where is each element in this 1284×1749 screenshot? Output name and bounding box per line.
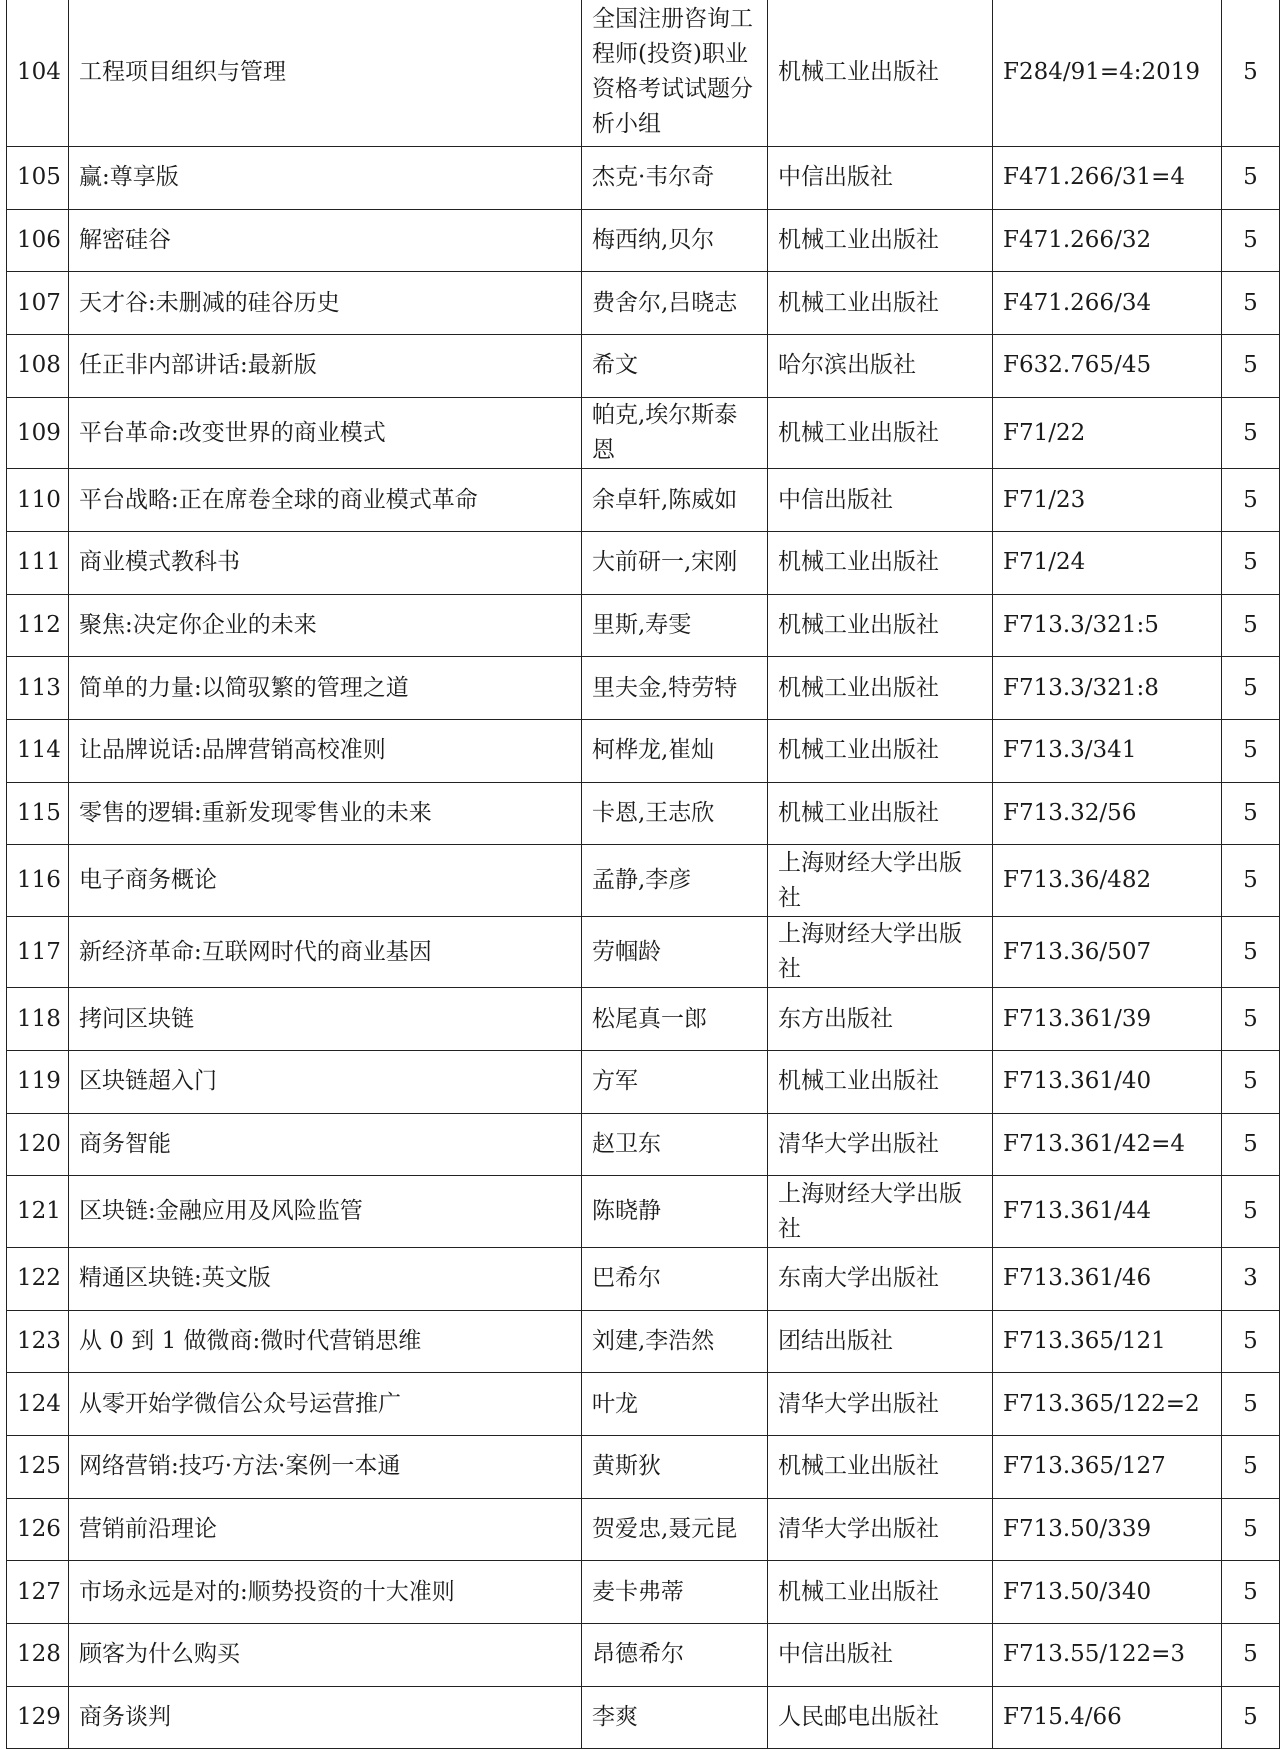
row-number: 111 [7, 531, 69, 594]
table-row [7, 1498, 1280, 1561]
copies-count: 5 [1222, 594, 1280, 657]
table-row [7, 147, 1280, 210]
copies-count: 5 [1222, 1561, 1280, 1624]
book-publisher: 机械工业出版社 [768, 1436, 993, 1499]
table-row [7, 272, 1280, 335]
book-publisher: 上海财经大学出版社 [768, 1176, 993, 1248]
row-number: 127 [7, 1561, 69, 1624]
row-number: 119 [7, 1051, 69, 1114]
copies-count: 5 [1222, 335, 1280, 398]
book-title: 工程项目组织与管理 [69, 0, 582, 147]
book-title: 解密硅谷 [69, 209, 582, 272]
call-number: F713.36/507 [993, 916, 1222, 988]
copies-count: 5 [1222, 916, 1280, 988]
book-publisher: 机械工业出版社 [768, 531, 993, 594]
book-publisher: 机械工业出版社 [768, 594, 993, 657]
table-row [7, 1113, 1280, 1176]
copies-count: 5 [1222, 209, 1280, 272]
call-number: F71/22 [993, 397, 1222, 469]
book-author: 希文 [582, 335, 768, 398]
book-author: 方军 [582, 1051, 768, 1114]
book-author: 柯桦龙,崔灿 [582, 720, 768, 783]
book-publisher: 机械工业出版社 [768, 782, 993, 845]
book-title: 顾客为什么购买 [69, 1624, 582, 1687]
book-publisher: 机械工业出版社 [768, 657, 993, 720]
call-number: F713.361/40 [993, 1051, 1222, 1114]
call-number: F471.266/34 [993, 272, 1222, 335]
copies-count: 5 [1222, 531, 1280, 594]
book-publisher: 清华大学出版社 [768, 1113, 993, 1176]
call-number: F713.3/321:5 [993, 594, 1222, 657]
table-row [7, 335, 1280, 398]
copies-count: 5 [1222, 1436, 1280, 1499]
call-number: F713.361/46 [993, 1247, 1222, 1310]
book-publisher: 机械工业出版社 [768, 720, 993, 783]
call-number: F713.3/341 [993, 720, 1222, 783]
table-row [7, 1247, 1280, 1310]
row-number: 125 [7, 1436, 69, 1499]
table-row [7, 1561, 1280, 1624]
book-author: 费舍尔,吕晓志 [582, 272, 768, 335]
book-author: 巴希尔 [582, 1247, 768, 1310]
book-publisher: 中信出版社 [768, 147, 993, 210]
book-title: 任正非内部讲话:最新版 [69, 335, 582, 398]
row-number: 114 [7, 720, 69, 783]
copies-count: 5 [1222, 782, 1280, 845]
table-row [7, 720, 1280, 783]
book-author: 卡恩,王志欣 [582, 782, 768, 845]
book-title: 商务谈判 [69, 1686, 582, 1748]
row-number: 129 [7, 1686, 69, 1748]
book-author: 昂德希尔 [582, 1624, 768, 1687]
book-title: 零售的逻辑:重新发现零售业的未来 [69, 782, 582, 845]
row-number: 108 [7, 335, 69, 398]
table-row [7, 1436, 1280, 1499]
copies-count: 5 [1222, 1310, 1280, 1373]
copies-count: 5 [1222, 720, 1280, 783]
table-row [7, 469, 1280, 532]
copies-count: 5 [1222, 0, 1280, 147]
book-publisher: 东方出版社 [768, 988, 993, 1051]
table-row [7, 1624, 1280, 1687]
copies-count: 5 [1222, 272, 1280, 335]
table-row [7, 531, 1280, 594]
book-publisher: 中信出版社 [768, 1624, 993, 1687]
row-number: 117 [7, 916, 69, 988]
copies-count: 5 [1222, 1624, 1280, 1687]
row-number: 120 [7, 1113, 69, 1176]
book-author: 黄斯狄 [582, 1436, 768, 1499]
book-publisher: 团结出版社 [768, 1310, 993, 1373]
table-row [7, 1051, 1280, 1114]
call-number: F713.36/482 [993, 845, 1222, 917]
copies-count: 5 [1222, 147, 1280, 210]
table-row [7, 782, 1280, 845]
book-author: 孟静,李彦 [582, 845, 768, 917]
book-title: 电子商务概论 [69, 845, 582, 917]
copies-count: 5 [1222, 988, 1280, 1051]
copies-count: 5 [1222, 1686, 1280, 1748]
book-title: 聚焦:决定你企业的未来 [69, 594, 582, 657]
table-row [7, 397, 1280, 469]
book-publisher: 上海财经大学出版社 [768, 845, 993, 917]
book-author: 梅西纳,贝尔 [582, 209, 768, 272]
book-publisher: 机械工业出版社 [768, 397, 993, 469]
book-author: 里斯,寿雯 [582, 594, 768, 657]
book-publisher: 机械工业出版社 [768, 1561, 993, 1624]
copies-count: 5 [1222, 657, 1280, 720]
row-number: 116 [7, 845, 69, 917]
call-number: F713.365/127 [993, 1436, 1222, 1499]
copies-count: 5 [1222, 1373, 1280, 1436]
row-number: 124 [7, 1373, 69, 1436]
row-number: 107 [7, 272, 69, 335]
row-number: 106 [7, 209, 69, 272]
table-body [7, 0, 1280, 1748]
book-title: 从 0 到 1 做微商:微时代营销思维 [69, 1310, 582, 1373]
call-number: F284/91=4:2019 [993, 0, 1222, 147]
book-author: 赵卫东 [582, 1113, 768, 1176]
row-number: 126 [7, 1498, 69, 1561]
call-number: F713.361/39 [993, 988, 1222, 1051]
row-number: 113 [7, 657, 69, 720]
row-number: 109 [7, 397, 69, 469]
table-row [7, 209, 1280, 272]
row-number: 118 [7, 988, 69, 1051]
call-number: F713.365/121 [993, 1310, 1222, 1373]
book-author: 帕克,埃尔斯泰恩 [582, 397, 768, 469]
table-row [7, 1176, 1280, 1248]
table-row [7, 988, 1280, 1051]
call-number: F71/23 [993, 469, 1222, 532]
copies-count: 5 [1222, 469, 1280, 532]
book-publisher: 上海财经大学出版社 [768, 916, 993, 988]
book-author: 大前研一,宋刚 [582, 531, 768, 594]
book-title: 赢:尊享版 [69, 147, 582, 210]
book-title: 让品牌说话:品牌营销高校准则 [69, 720, 582, 783]
book-author: 余卓轩,陈威如 [582, 469, 768, 532]
book-publisher: 人民邮电出版社 [768, 1686, 993, 1748]
book-title: 简单的力量:以简驭繁的管理之道 [69, 657, 582, 720]
copies-count: 5 [1222, 1113, 1280, 1176]
row-number: 122 [7, 1247, 69, 1310]
table-row [7, 657, 1280, 720]
call-number: F713.50/340 [993, 1561, 1222, 1624]
book-author: 陈晓静 [582, 1176, 768, 1248]
call-number: F713.50/339 [993, 1498, 1222, 1561]
book-publisher: 机械工业出版社 [768, 1051, 993, 1114]
book-publisher: 清华大学出版社 [768, 1373, 993, 1436]
book-title: 网络营销:技巧·方法·案例一本通 [69, 1436, 582, 1499]
book-title: 商业模式教科书 [69, 531, 582, 594]
table-row [7, 594, 1280, 657]
book-author: 刘建,李浩然 [582, 1310, 768, 1373]
book-author: 全国注册咨询工程师(投资)职业资格考试试题分析小组 [582, 0, 768, 147]
book-publisher: 清华大学出版社 [768, 1498, 993, 1561]
row-number: 110 [7, 469, 69, 532]
book-title: 天才谷:未删减的硅谷历史 [69, 272, 582, 335]
call-number: F713.32/56 [993, 782, 1222, 845]
copies-count: 5 [1222, 1051, 1280, 1114]
row-number: 123 [7, 1310, 69, 1373]
copies-count: 5 [1222, 1498, 1280, 1561]
book-author: 松尾真一郎 [582, 988, 768, 1051]
book-title: 区块链:金融应用及风险监管 [69, 1176, 582, 1248]
copies-count: 5 [1222, 845, 1280, 917]
book-title: 市场永远是对的:顺势投资的十大准则 [69, 1561, 582, 1624]
book-title: 拷问区块链 [69, 988, 582, 1051]
book-publisher: 机械工业出版社 [768, 272, 993, 335]
book-publisher: 哈尔滨出版社 [768, 335, 993, 398]
book-author: 杰克·韦尔奇 [582, 147, 768, 210]
book-title: 区块链超入门 [69, 1051, 582, 1114]
call-number: F713.361/42=4 [993, 1113, 1222, 1176]
book-author: 麦卡弗蒂 [582, 1561, 768, 1624]
table-row [7, 1373, 1280, 1436]
book-title: 商务智能 [69, 1113, 582, 1176]
book-title: 营销前沿理论 [69, 1498, 582, 1561]
table-row [7, 1686, 1280, 1748]
copies-count: 5 [1222, 397, 1280, 469]
book-title: 平台革命:改变世界的商业模式 [69, 397, 582, 469]
call-number: F632.765/45 [993, 335, 1222, 398]
book-author: 叶龙 [582, 1373, 768, 1436]
table-row [7, 0, 1280, 147]
book-title: 从零开始学微信公众号运营推广 [69, 1373, 582, 1436]
copies-count: 5 [1222, 1176, 1280, 1248]
table-row [7, 1310, 1280, 1373]
call-number: F71/24 [993, 531, 1222, 594]
book-publisher: 机械工业出版社 [768, 0, 993, 147]
row-number: 128 [7, 1624, 69, 1687]
call-number: F713.55/122=3 [993, 1624, 1222, 1687]
call-number: F713.3/321:8 [993, 657, 1222, 720]
row-number: 105 [7, 147, 69, 210]
book-author: 李爽 [582, 1686, 768, 1748]
call-number: F715.4/66 [993, 1686, 1222, 1748]
book-author: 贺爱忠,聂元昆 [582, 1498, 768, 1561]
table-row [7, 916, 1280, 988]
book-list-table [6, 0, 1280, 1749]
book-publisher: 东南大学出版社 [768, 1247, 993, 1310]
row-number: 115 [7, 782, 69, 845]
book-publisher: 机械工业出版社 [768, 209, 993, 272]
row-number: 104 [7, 0, 69, 147]
call-number: F713.365/122=2 [993, 1373, 1222, 1436]
book-title: 平台战略:正在席卷全球的商业模式革命 [69, 469, 582, 532]
call-number: F713.361/44 [993, 1176, 1222, 1248]
book-author: 劳帼龄 [582, 916, 768, 988]
book-author: 里夫金,特劳特 [582, 657, 768, 720]
call-number: F471.266/31=4 [993, 147, 1222, 210]
call-number: F471.266/32 [993, 209, 1222, 272]
table-row [7, 845, 1280, 917]
copies-count: 3 [1222, 1247, 1280, 1310]
row-number: 121 [7, 1176, 69, 1248]
book-title: 新经济革命:互联网时代的商业基因 [69, 916, 582, 988]
book-title: 精通区块链:英文版 [69, 1247, 582, 1310]
row-number: 112 [7, 594, 69, 657]
book-publisher: 中信出版社 [768, 469, 993, 532]
